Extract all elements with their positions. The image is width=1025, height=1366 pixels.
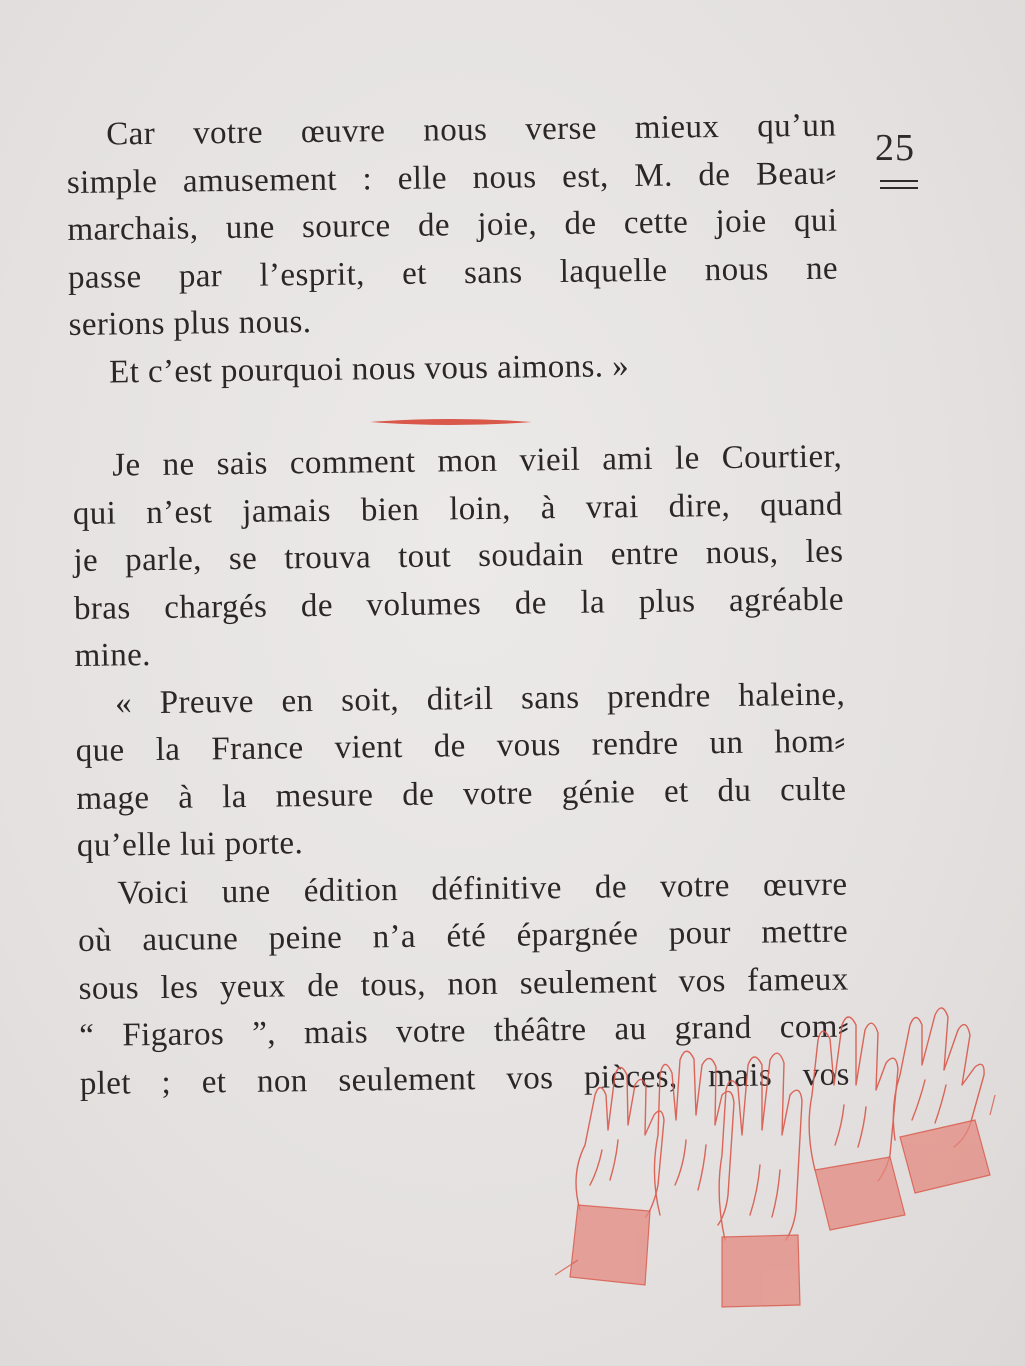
text-line: Car votre œuvre nous verse mieux qu’un (106, 107, 837, 153)
text-line: je parle, se trouva tout soudain entre nous, les (73, 533, 844, 579)
applauding-hands-illustration (550, 955, 1000, 1325)
page-number-rule-top (880, 180, 918, 182)
text-line: serions plus nous. (68, 304, 312, 343)
text-line: qu’elle lui porte. (76, 825, 304, 864)
red-lozenge-divider-icon (370, 416, 532, 428)
text-line: Je ne sais comment mon vieil ami le Courtier, (112, 438, 843, 484)
text-block-top (66, 103, 839, 397)
text-line: qui n’est jamais bien loin, à vrai dire, quand (72, 486, 844, 532)
text-line: Et c’est pourquoi nous vous aimons. » (108, 347, 630, 390)
text-line: Voici une édition définitive de votre œuvre (117, 866, 848, 911)
text-line: bras chargés de volumes de la plus agréable (73, 581, 845, 627)
page-number: 25 (875, 127, 915, 169)
text-line: mine. (74, 637, 152, 674)
text-line: marchais, une source de joie, de cette joie qui (67, 202, 838, 248)
text-line: où aucune peine n’a été épargnée pour mettre (77, 913, 849, 959)
text-line: « Preuve en soit, dit⸗il sans prendre haleine, (114, 676, 846, 721)
text-line: que la France vient de vous rendre un hom⸗ (75, 723, 846, 769)
text-line: simple amusement : elle nous est, M. de Beau⸗ (66, 155, 838, 201)
text-line: “ Figaros ”, mais votre théâtre au grand com⸗ (79, 1008, 850, 1054)
text-line: mage à la mesure de votre génie et du culte (76, 771, 847, 817)
page-number-rule-bottom (880, 187, 918, 189)
text-line: plet ; et non seulement vos pièces, mais vos (79, 1056, 850, 1102)
text-line: passe par l’esprit, et sans laquelle nous ne (67, 250, 839, 296)
text-line: sous les yeux de tous, non seulement vos fameux (78, 961, 849, 1007)
